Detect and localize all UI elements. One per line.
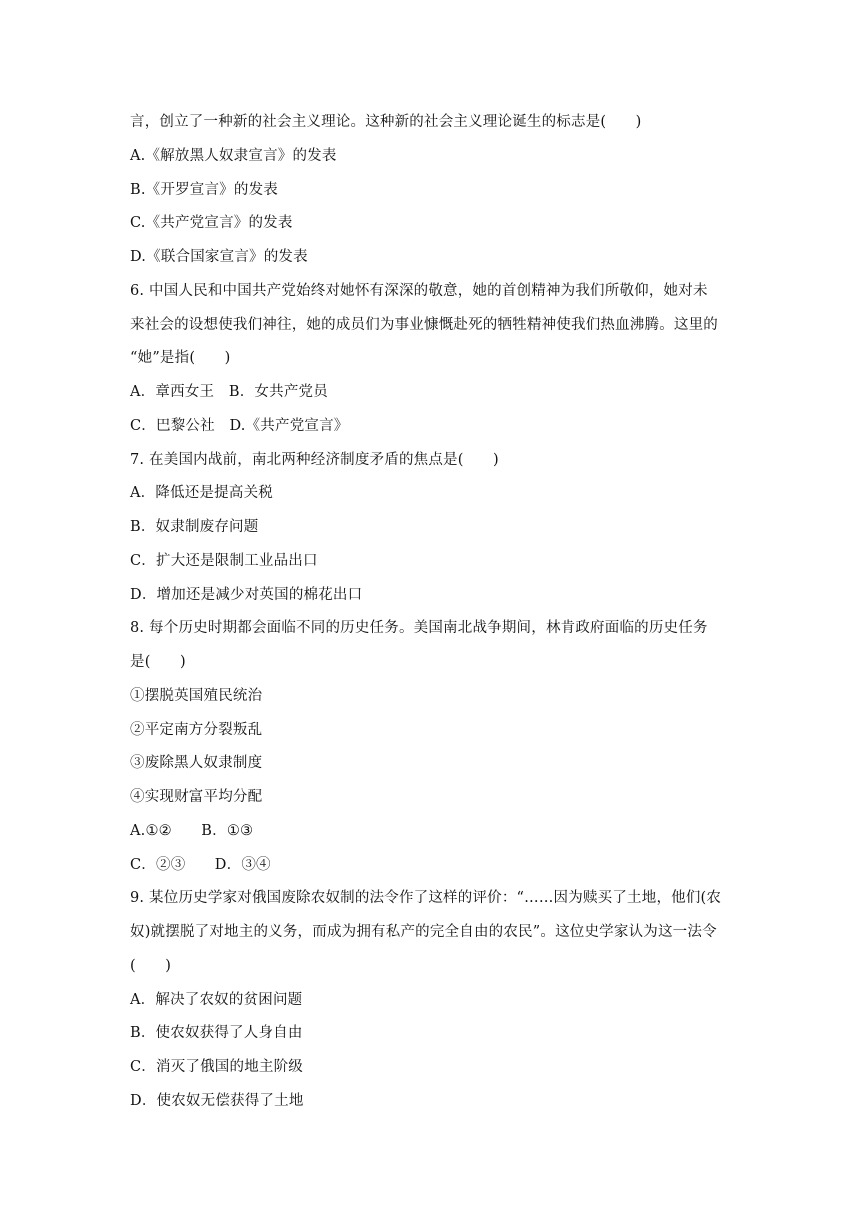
q9-stem-line-2: 奴)就摆脱了对地主的义务，而成为拥有私产的完全自由的农民”。这位史学家认为这一法令 [130, 924, 717, 940]
q7-stem: 7. 在美国内战前，南北两种经济制度矛盾的焦点是( ) [130, 452, 499, 468]
q6-options-ab: A．章西女王 B．女共产党员 [130, 384, 328, 400]
q8-options-ab: A.①② B．①③ [130, 823, 254, 839]
q7-option-d: D．增加还是减少对英国的棉花出口 [130, 587, 363, 603]
q6-options-cd: C．巴黎公社 D.《共产党宣言》 [130, 418, 349, 434]
q5-stem-continuation: 言，创立了一种新的社会主义理论。这种新的社会主义理论诞生的标志是( ) [130, 114, 642, 130]
q9-option-d: D．使农奴无偿获得了土地 [130, 1093, 304, 1109]
q8-item-2: ②平定南方分裂叛乱 [130, 722, 263, 738]
q8-stem-line-1: 8. 每个历史时期都会面临不同的历史任务。美国南北战争期间，林肯政府面临的历史任务 [130, 620, 708, 636]
q7-option-a: A．降低还是提高关税 [130, 485, 273, 501]
q5-option-b: B.《开罗宣言》的发表 [130, 182, 278, 198]
q7-option-c: C．扩大还是限制工业品出口 [130, 553, 318, 569]
q6-stem-line-1: 6. 中国人民和中国共产党始终对她怀有深深的敬意，她的首创精神为我们所敬仰，她对未 [130, 283, 708, 299]
q8-item-4: ④实现财富平均分配 [130, 789, 263, 805]
q8-item-3: ③废除黑人奴隶制度 [130, 755, 263, 771]
q9-stem-line-1: 9. 某位历史学家对俄国废除农奴制的法令作了这样的评价：“……因为赎买了土地，他们(农 [130, 890, 722, 906]
q5-option-c: C.《共产党宣言》的发表 [130, 215, 293, 231]
q5-option-a: A.《解放黑人奴隶宣言》的发表 [130, 148, 337, 164]
q8-options-cd: C．②③ D．③④ [130, 857, 271, 873]
q9-option-c: C．消灭了俄国的地主阶级 [130, 1059, 303, 1075]
q5-option-d: D.《联合国家宣言》的发表 [130, 249, 308, 265]
q9-stem-line-3: ( ) [130, 958, 172, 974]
q9-option-b: B．使农奴获得了人身自由 [130, 1025, 303, 1041]
q8-stem-line-2: 是( ) [130, 654, 186, 670]
q6-stem-line-2: 来社会的设想使我们神往，她的成员们为事业慷慨赴死的牺牲精神使我们热血沸腾。这里的 [130, 317, 718, 333]
q8-item-1: ①摆脱英国殖民统治 [130, 688, 263, 704]
q7-option-b: B．奴隶制废存问题 [130, 519, 259, 535]
q6-stem-line-3: “她”是指( ) [130, 350, 231, 366]
q9-option-a: A．解决了农奴的贫困问题 [130, 992, 303, 1008]
